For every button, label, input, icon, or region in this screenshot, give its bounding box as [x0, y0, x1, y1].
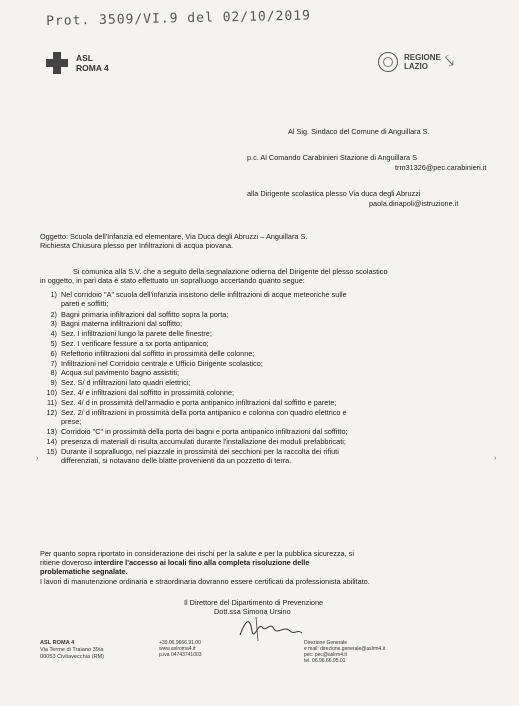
- footer-line: www.aslroma4.it: [159, 646, 196, 652]
- item-text: [61, 388, 234, 397]
- item-number: 2): [50, 309, 57, 319]
- footer-line: ASL ROMA 4: [40, 640, 75, 646]
- item-text-line: presenza di materiali di risulta accumulati durante l'installazione dei moduli prefabbricati;: [61, 437, 346, 446]
- item-number: 3): [50, 319, 57, 329]
- footer-line: +39.06.9666.91.00: [159, 640, 201, 646]
- item-number: 11): [46, 397, 57, 407]
- item-text-line: Corridoio "C" in prossimità della porta dei bagni e porta antipanico infiltrazioni dal soffitto;: [61, 427, 348, 437]
- recipient-email: trm31326@pec.carabinieri.it: [395, 163, 487, 172]
- findings-list-item: [42, 349, 482, 358]
- findings-list-item: [42, 339, 482, 348]
- item-text-line: differenziati, si notavano delle blatte provenienti da un pozzetto di terra.: [61, 455, 292, 465]
- footer-line: pec: pec@aslrm4.it: [304, 652, 347, 658]
- footer-contacts: [159, 640, 202, 658]
- recipient-line: alla Dirigente scolastica plesso Via duca degli Abruzzi: [247, 189, 421, 198]
- item-number: 5): [50, 339, 57, 348]
- item-text: [61, 329, 212, 338]
- findings-list-item: [42, 427, 482, 436]
- findings-list-item: [42, 437, 482, 446]
- item-text: [61, 447, 339, 465]
- recipient-line: Al Sig. Sindaco del Comune di Anguillara S.: [288, 127, 430, 136]
- item-text-line: pareti e soffitti;: [61, 299, 109, 308]
- item-number: 4): [50, 329, 57, 339]
- signatory-name: Dott.ssa Simona Ursino: [214, 607, 291, 616]
- intro-line: Si comunica alla S.V. che a seguito della segnalazione odierna del Dirigente del plesso scolastico: [73, 267, 388, 276]
- cross-icon: [46, 52, 68, 74]
- item-text-line: Sez. 4/ d in prossimità dell'armadio e porta antipanico infiltrazioni dal soffitto e parete;: [61, 397, 337, 407]
- signatory-title: Il Direttore del Dipartimento di Prevenzione: [184, 598, 324, 607]
- findings-list-item: [42, 319, 482, 328]
- findings-list-item: [42, 447, 482, 465]
- recipient-email: paola.dinapoli@istruzione.it: [369, 199, 459, 208]
- item-text: [61, 339, 209, 348]
- item-text: [61, 378, 190, 387]
- regione-logo-line: REGIONE: [404, 53, 441, 62]
- item-number: 12): [46, 407, 57, 417]
- asl-logo-line: ASL: [76, 53, 93, 63]
- item-number: 10): [46, 388, 57, 397]
- findings-list-item: [42, 290, 482, 308]
- regione-lazio-logo: [378, 52, 454, 72]
- footer-direction: [304, 640, 385, 664]
- item-number: 15): [46, 446, 57, 456]
- conclusion-line: I lavori di manutenzione ordinaria e straordinaria dovranno essere certificati da professionista abilitato.: [40, 577, 370, 586]
- item-text: [61, 437, 346, 446]
- item-text-line: Nel corridoio "A" scuola dell'infanzia insistono delle infiltrazioni di acque meteoriche sulle: [61, 290, 347, 299]
- item-text-line: Bagni primaria infiltrazioni dal soffitto sopra la porta;: [61, 309, 229, 319]
- item-number: 1): [50, 290, 57, 299]
- item-text-line: Refettorio infiltrazioni dal soffitto in prossimità delle colonne;: [61, 348, 255, 358]
- conclusion-line: Per quanto sopra riportato in considerazione dei rischi per la salute e per la pubblica sicurezza, si: [40, 549, 354, 558]
- findings-list-item: [42, 378, 482, 387]
- item-text-line: Durante il sopralluogo, nel piazzale in prossimità dei secchioni per la raccolta dei rifiuti: [61, 446, 339, 456]
- footer-line: tel. 06.96.66.95.01: [304, 658, 346, 664]
- footer-line: Direzione Generale: [304, 640, 348, 646]
- findings-list-item: [42, 310, 482, 319]
- item-text-line: prese;: [61, 416, 82, 426]
- findings-list-item: [42, 408, 482, 426]
- item-text: [61, 310, 228, 319]
- swoosh-icon: ⤥: [444, 53, 454, 70]
- subject-line: Oggetto: Scuola dell'Infanzia ed elementare, Via Duca degli Abruzzi – Anguillara S.: [40, 232, 308, 241]
- item-text: [61, 290, 347, 308]
- findings-list-item: [42, 329, 482, 338]
- margin-mark: ›: [494, 455, 497, 462]
- item-text: [61, 319, 182, 328]
- margin-mark: ›: [36, 455, 39, 462]
- footer-line: p.iva 04743741003: [159, 652, 202, 658]
- footer-address: [40, 640, 104, 661]
- item-number: 13): [46, 427, 57, 437]
- item-text-line: Sez. 4/ e infiltrazioni dal soffitto in prossimità colonne;: [61, 388, 235, 397]
- item-text-line: Sez. I infiltrazioni lungo la parete delle finestre;: [61, 329, 212, 339]
- item-text-line: Sez. I verificare fessure a sx porta antipanico;: [61, 339, 209, 348]
- handwritten-signature: [236, 611, 306, 645]
- conclusion-bold-text: interdire l'accesso ai locali fino alla completa risoluzione delle: [93, 558, 310, 567]
- footer-line: e mail: direzione.generale@aslrm4.it: [304, 646, 386, 652]
- findings-list-item: [42, 359, 482, 368]
- item-text-line: Sez. S/ d infiltrazioni lato quadri elettrici;: [61, 378, 191, 388]
- item-text-line: Bagni materna infiltrazioni dal soffitto;: [61, 319, 183, 329]
- item-number: 14): [46, 437, 57, 446]
- item-text: [61, 359, 263, 368]
- item-text: [61, 368, 179, 377]
- item-text: [61, 408, 347, 426]
- item-text-line: Infiltrazioni nel Corridoio centrale e Ufficio Dirigente scolastico;: [61, 358, 263, 368]
- asl-logo-line: ROMA 4: [76, 63, 109, 73]
- item-number: 6): [50, 348, 57, 358]
- footer-line: 00053 Civitavecchia (RM): [40, 654, 105, 660]
- regione-logo-line: LAZIO: [404, 62, 428, 71]
- conclusion-bold-line: problematiche segnalate.: [40, 567, 128, 576]
- footer-line: Via Terme di Traiano 39/a: [40, 647, 104, 653]
- item-number: 7): [50, 358, 57, 368]
- protocol-stamp: Prot. 3509/VI.9 del 02/10/2019: [46, 8, 312, 29]
- conclusion-text: ritiene doveroso: [40, 558, 94, 567]
- item-text-line: Sez. 2/ d infiltrazioni in prossimità della porta antipanico e colonna con quadro elettrico e: [61, 407, 347, 417]
- item-text-line: Acqua sul pavimento bagno assistiti;: [61, 368, 180, 378]
- regione-emblem-icon: [378, 52, 398, 72]
- intro-line: in oggetto, in pari data è stato effettuato un sopralluogo accertando quanto segue:: [40, 276, 305, 285]
- item-text: [61, 427, 348, 436]
- item-text: [61, 349, 254, 358]
- conclusion-line: [40, 558, 480, 567]
- findings-list-item: [42, 398, 482, 407]
- item-number: 9): [50, 378, 57, 388]
- asl-logo: [46, 52, 109, 74]
- item-number: 8): [50, 368, 57, 378]
- item-text: [61, 398, 336, 407]
- subject-line: Richiesta Chiusura plesso per Infiltrazioni di acqua piovana.: [40, 241, 234, 250]
- findings-list-item: [42, 388, 482, 397]
- recipient-line: p.c. Al Comando Carabinieri Stazione di Anguillara S: [247, 153, 417, 162]
- findings-list-item: [42, 368, 482, 377]
